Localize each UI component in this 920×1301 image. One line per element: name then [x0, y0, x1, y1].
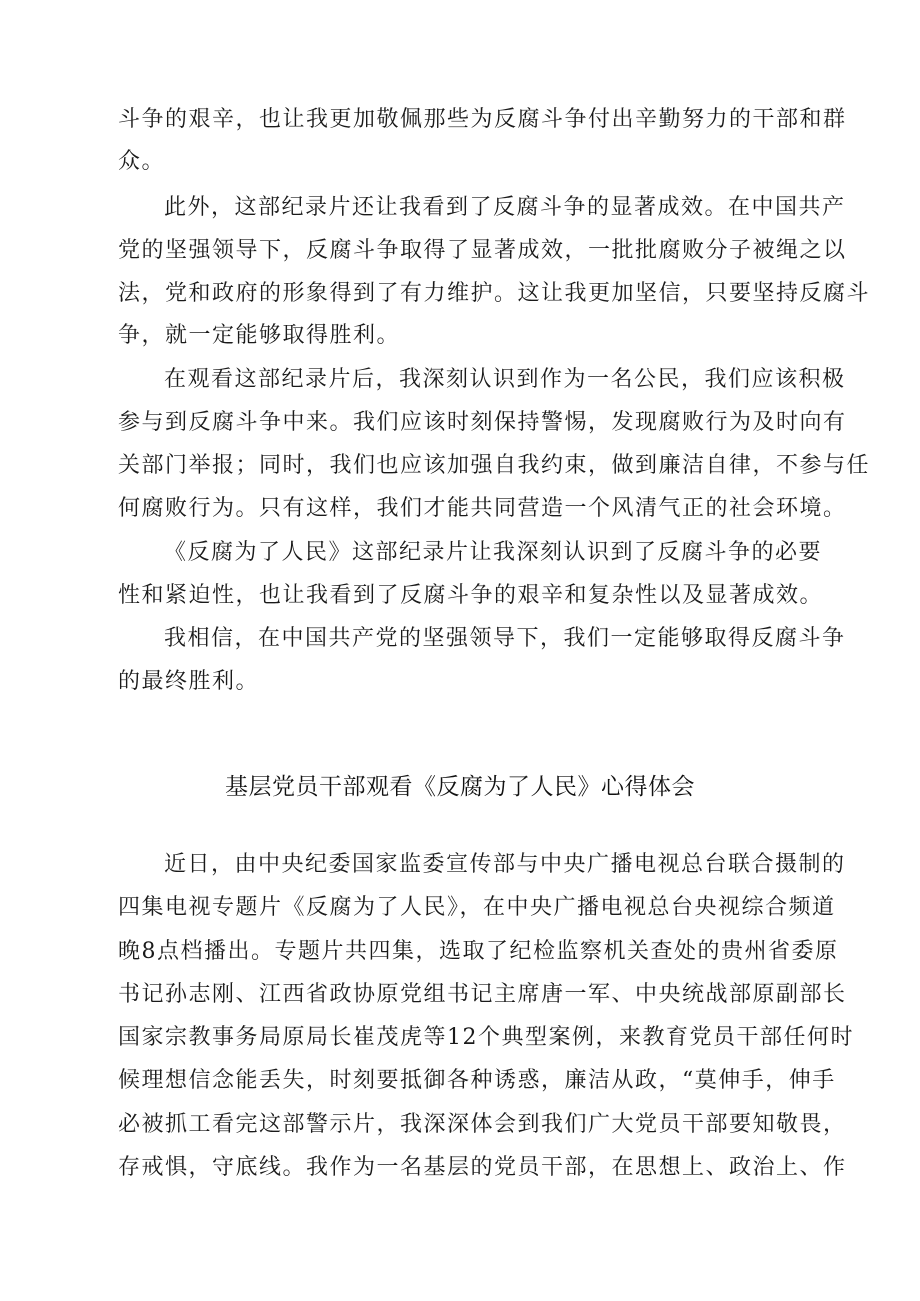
text-line: 存戒惧，守底线。我作为一名基层的党员干部，在思想上、政治上、作 — [118, 1155, 847, 1180]
text-line: 斗争的艰辛，也让我更加敬佩那些为反腐斗争付出辛勤努力的干部和群 — [118, 107, 847, 132]
section-heading: 基层党员干部观看《反腐为了人民》心得体会 — [225, 774, 695, 800]
text-line: 必被抓工看完这部警示片，我深深体会到我们广大党员干部要知敬畏， — [118, 1112, 847, 1137]
text-line: 法，党和政府的形象得到了有力维护。这让我更加坚信，只要坚持反腐斗 — [118, 281, 871, 306]
text-line: 何腐败行为。只有这样，我们才能共同营造一个风清气正的社会环境。 — [118, 496, 847, 521]
text-line: 《反腐为了人民》这部纪录片让我深刻认识到了反腐斗争的必要 — [164, 540, 823, 565]
text-line: 众。 — [118, 149, 166, 174]
text-line: 参与到反腐斗争中来。我们应该时刻保持警惕，发现腐败行为及时向有 — [118, 410, 847, 435]
text-line: 近日，由中央纪委国家监委宣传部与中央广播电视总台联合摄制的 — [164, 852, 846, 877]
text-line: 性和紧迫性，也让我看到了反腐斗争的艰辛和复杂性以及显著成效。 — [118, 583, 824, 608]
text-line: 候理想信念能丢失，时刻要抵御各种诱惑，廉洁从政，“莫伸手，伸手 — [118, 1068, 836, 1093]
text-line: 我相信，在中国共产党的坚强领导下，我们一定能够取得反腐斗争 — [164, 626, 846, 651]
text-line: 党的坚强领导下，反腐斗争取得了显著成效，一批批腐败分子被绳之以 — [118, 238, 847, 263]
text-line: 晚8点档播出。专题片共四集，选取了纪检监察机关查处的贵州省委原 — [118, 939, 839, 964]
text-line: 争，就一定能够取得胜利。 — [118, 323, 401, 348]
text-line: 书记孙志刚、江西省政协原党组书记主席唐一军、中央统战部原副部长 — [118, 982, 847, 1007]
text-line: 四集电视专题片《反腐为了人民》，在中央广播电视总台央视综合频道 — [118, 895, 836, 920]
text-line: 此外，这部纪录片还让我看到了反腐斗争的显著成效。在中国共产 — [164, 195, 846, 220]
text-line: 的最终胜利。 — [118, 669, 260, 694]
text-line: 国家宗教事务局原局长崔茂虎等12个典型案例，来教育党员干部任何时 — [118, 1025, 854, 1050]
text-line: 在观看这部纪录片后，我深刻认识到作为一名公民，我们应该积极 — [164, 367, 846, 392]
text-line: 关部门举报；同时，我们也应该加强自我约束，做到廉洁自律，不参与任 — [118, 453, 871, 478]
